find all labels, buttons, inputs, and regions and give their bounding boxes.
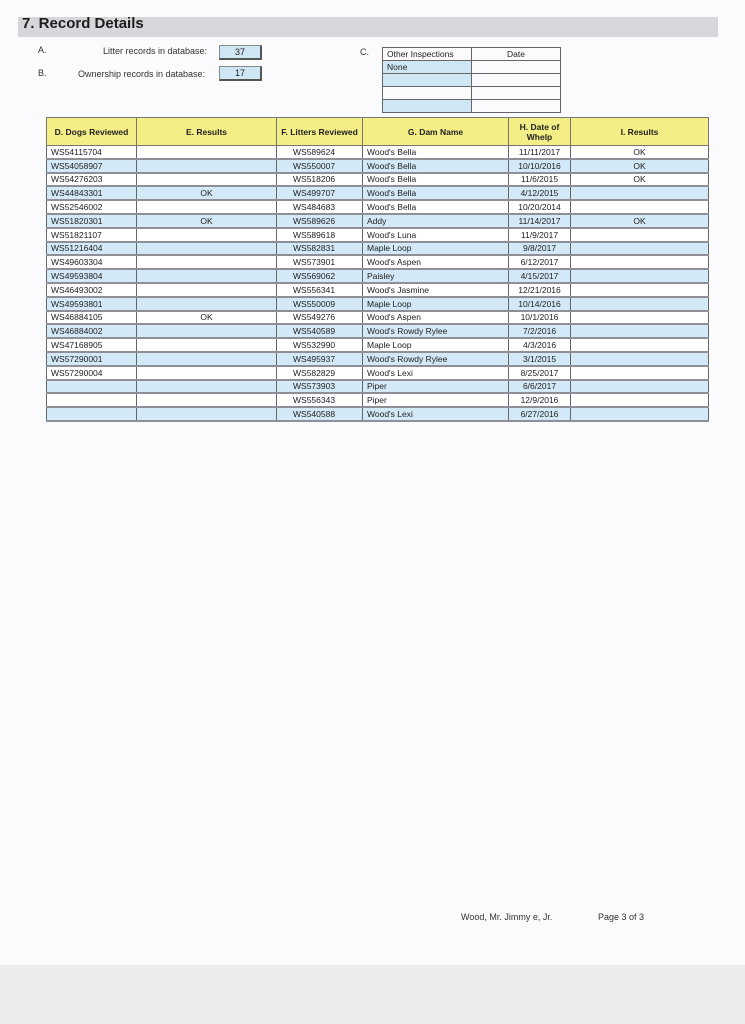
table-row [47, 283, 709, 297]
dog-id-cell: WS49593804 [47, 269, 137, 283]
dog-result-cell [137, 173, 277, 187]
record-a-letter: A. [38, 45, 47, 55]
whelp-date-cell: 4/3/2016 [509, 338, 571, 352]
litter-result-cell [571, 393, 709, 407]
dog-result-cell [137, 255, 277, 269]
litter-result-cell [571, 338, 709, 352]
dog-id-cell: WS49593801 [47, 297, 137, 311]
dog-id-cell: WS54058907 [47, 159, 137, 173]
whelp-date-cell: 6/27/2016 [509, 407, 571, 421]
table-row [47, 297, 709, 311]
dog-id-cell: WS49603304 [47, 255, 137, 269]
litter-id-cell: WS589624 [277, 146, 363, 159]
litter-result-cell [571, 283, 709, 297]
dog-id-cell: WS57290004 [47, 366, 137, 380]
litter-id-cell: WS550007 [277, 159, 363, 173]
dog-id-cell: WS54276203 [47, 173, 137, 187]
litter-result-cell [571, 269, 709, 283]
dog-id-cell: WS46884002 [47, 324, 137, 338]
litter-result-cell: OK [571, 159, 709, 173]
dog-id-cell: WS54115704 [47, 146, 137, 159]
table-row [47, 366, 709, 380]
litter-result-cell [571, 186, 709, 200]
litter-result-cell [571, 255, 709, 269]
inspections-header-date: Date [472, 48, 561, 61]
records-table [46, 117, 709, 422]
litter-records-value: 37 [219, 45, 262, 60]
table-row [47, 352, 709, 366]
inspection-type-cell: None [383, 61, 472, 74]
dam-name-cell: Wood's Bella [363, 200, 509, 214]
dam-name-cell: Paisley [363, 269, 509, 283]
dam-name-cell: Wood's Jasmine [363, 283, 509, 297]
dog-result-cell [137, 159, 277, 173]
whelp-date-cell: 3/1/2015 [509, 352, 571, 366]
dog-result-cell [137, 146, 277, 159]
dog-result-cell [137, 283, 277, 297]
litter-result-cell [571, 324, 709, 338]
records-table-wrapper [46, 117, 708, 422]
litter-id-cell: WS518206 [277, 173, 363, 187]
whelp-date-cell: 10/14/2016 [509, 297, 571, 311]
whelp-date-cell: 10/10/2016 [509, 159, 571, 173]
table-row [47, 380, 709, 394]
section-title: 7. Record Details [22, 15, 144, 32]
whelp-date-cell: 11/14/2017 [509, 214, 571, 228]
dog-result-cell [137, 324, 277, 338]
other-inspections-table [382, 47, 561, 113]
litter-result-cell: OK [571, 146, 709, 159]
whelp-date-cell: 6/6/2017 [509, 380, 571, 394]
litter-result-cell [571, 311, 709, 325]
whelp-date-cell: 7/2/2016 [509, 324, 571, 338]
litter-result-cell [571, 366, 709, 380]
dog-result-cell: OK [137, 186, 277, 200]
dam-name-cell: Piper [363, 380, 509, 394]
dam-name-cell: Piper [363, 393, 509, 407]
header-dogs-reviewed: D. Dogs Reviewed [47, 118, 137, 146]
litter-id-cell: WS550009 [277, 297, 363, 311]
dog-id-cell: WS52546002 [47, 200, 137, 214]
table-row [47, 159, 709, 173]
inspection-date-cell [472, 100, 561, 113]
whelp-date-cell: 11/6/2015 [509, 173, 571, 187]
dam-name-cell: Wood's Lexi [363, 407, 509, 421]
litter-result-cell [571, 242, 709, 256]
dog-id-cell [47, 393, 137, 407]
table-row [47, 242, 709, 256]
table-row [47, 146, 709, 159]
dam-name-cell: Wood's Bella [363, 146, 509, 159]
whelp-date-cell: 11/9/2017 [509, 228, 571, 242]
dog-id-cell: WS46493002 [47, 283, 137, 297]
litter-id-cell: WS499707 [277, 186, 363, 200]
dam-name-cell: Wood's Rowdy Rylee [363, 324, 509, 338]
header-dog-results: E. Results [137, 118, 277, 146]
dam-name-cell: Maple Loop [363, 338, 509, 352]
table-row [47, 186, 709, 200]
litter-id-cell: WS582831 [277, 242, 363, 256]
litter-id-cell: WS556343 [277, 393, 363, 407]
whelp-date-cell: 4/15/2017 [509, 269, 571, 283]
inspections-header-type: Other Inspections [383, 48, 472, 61]
litter-result-cell [571, 200, 709, 214]
dam-name-cell: Addy [363, 214, 509, 228]
table-row [47, 269, 709, 283]
inspection-type-cell [383, 74, 472, 87]
litter-id-cell: WS573901 [277, 255, 363, 269]
litter-result-cell [571, 228, 709, 242]
inspection-date-cell [472, 87, 561, 100]
table-row [47, 200, 709, 214]
litter-id-cell: WS484683 [277, 200, 363, 214]
dog-result-cell [137, 297, 277, 311]
dog-id-cell: WS47168905 [47, 338, 137, 352]
dog-id-cell [47, 380, 137, 394]
dog-result-cell [137, 407, 277, 421]
litter-result-cell [571, 380, 709, 394]
litter-id-cell: WS582829 [277, 366, 363, 380]
table-row [47, 214, 709, 228]
header-date-of-whelp: H. Date of Whelp [509, 118, 571, 146]
litter-result-cell [571, 352, 709, 366]
footer-owner-name: Wood, Mr. Jimmy e, Jr. [461, 912, 553, 922]
dam-name-cell: Wood's Aspen [363, 311, 509, 325]
dog-result-cell [137, 393, 277, 407]
whelp-date-cell: 9/8/2017 [509, 242, 571, 256]
whelp-date-cell: 10/20/2014 [509, 200, 571, 214]
litter-result-cell: OK [571, 214, 709, 228]
dog-id-cell: WS51820301 [47, 214, 137, 228]
litter-result-cell: OK [571, 173, 709, 187]
dog-result-cell [137, 228, 277, 242]
dog-result-cell [137, 269, 277, 283]
dog-id-cell: WS57290001 [47, 352, 137, 366]
header-litters-reviewed: F. Litters Reviewed [277, 118, 363, 146]
dog-result-cell: OK [137, 311, 277, 325]
dam-name-cell: Wood's Aspen [363, 255, 509, 269]
table-row [47, 407, 709, 421]
table-row [47, 255, 709, 269]
dam-name-cell: Wood's Rowdy Rylee [363, 352, 509, 366]
whelp-date-cell: 11/11/2017 [509, 146, 571, 159]
dog-result-cell [137, 380, 277, 394]
whelp-date-cell: 10/1/2016 [509, 311, 571, 325]
dog-result-cell: OK [137, 214, 277, 228]
litter-id-cell: WS540589 [277, 324, 363, 338]
ownership-records-label: Ownership records in database: [78, 69, 206, 79]
dam-name-cell: Wood's Bella [363, 159, 509, 173]
dam-name-cell: Wood's Bella [363, 173, 509, 187]
dog-result-cell [137, 200, 277, 214]
dam-name-cell: Maple Loop [363, 242, 509, 256]
litter-id-cell: WS589618 [277, 228, 363, 242]
records-table-body [47, 146, 709, 421]
litter-id-cell: WS573903 [277, 380, 363, 394]
litter-result-cell [571, 407, 709, 421]
footer-page-number: Page 3 of 3 [598, 912, 645, 922]
dam-name-cell: Wood's Lexi [363, 366, 509, 380]
whelp-date-cell: 6/12/2017 [509, 255, 571, 269]
whelp-date-cell: 12/21/2016 [509, 283, 571, 297]
inspection-date-cell [472, 61, 561, 74]
litter-id-cell: WS540588 [277, 407, 363, 421]
dog-id-cell: WS46884105 [47, 311, 137, 325]
table-row [47, 393, 709, 407]
record-c-letter: C. [360, 47, 369, 57]
litter-id-cell: WS569062 [277, 269, 363, 283]
dog-result-cell [137, 366, 277, 380]
inspection-type-cell [383, 87, 472, 100]
dog-result-cell [137, 352, 277, 366]
table-row [47, 324, 709, 338]
table-row [47, 228, 709, 242]
dog-id-cell [47, 407, 137, 421]
litter-id-cell: WS495937 [277, 352, 363, 366]
inspection-type-cell [383, 100, 472, 113]
dog-id-cell: WS51821107 [47, 228, 137, 242]
dog-id-cell: WS44843301 [47, 186, 137, 200]
table-row [47, 311, 709, 325]
dog-result-cell [137, 338, 277, 352]
whelp-date-cell: 4/12/2015 [509, 186, 571, 200]
litter-result-cell [571, 297, 709, 311]
litter-id-cell: WS549276 [277, 311, 363, 325]
whelp-date-cell: 8/25/2017 [509, 366, 571, 380]
dog-id-cell: WS51216404 [47, 242, 137, 256]
table-row [47, 173, 709, 187]
litter-id-cell: WS532990 [277, 338, 363, 352]
whelp-date-cell: 12/9/2016 [509, 393, 571, 407]
ownership-records-value: 17 [219, 66, 262, 81]
dam-name-cell: Wood's Luna [363, 228, 509, 242]
litter-records-label: Litter records in database: [103, 46, 208, 56]
header-dam-name: G. Dam Name [363, 118, 509, 146]
dam-name-cell: Maple Loop [363, 297, 509, 311]
inspection-date-cell [472, 74, 561, 87]
scanner-margin [0, 965, 745, 1024]
dam-name-cell: Wood's Bella [363, 186, 509, 200]
litter-id-cell: WS589626 [277, 214, 363, 228]
header-litter-results: I. Results [571, 118, 709, 146]
litter-id-cell: WS556341 [277, 283, 363, 297]
table-row [47, 338, 709, 352]
dog-result-cell [137, 242, 277, 256]
record-b-letter: B. [38, 68, 47, 78]
